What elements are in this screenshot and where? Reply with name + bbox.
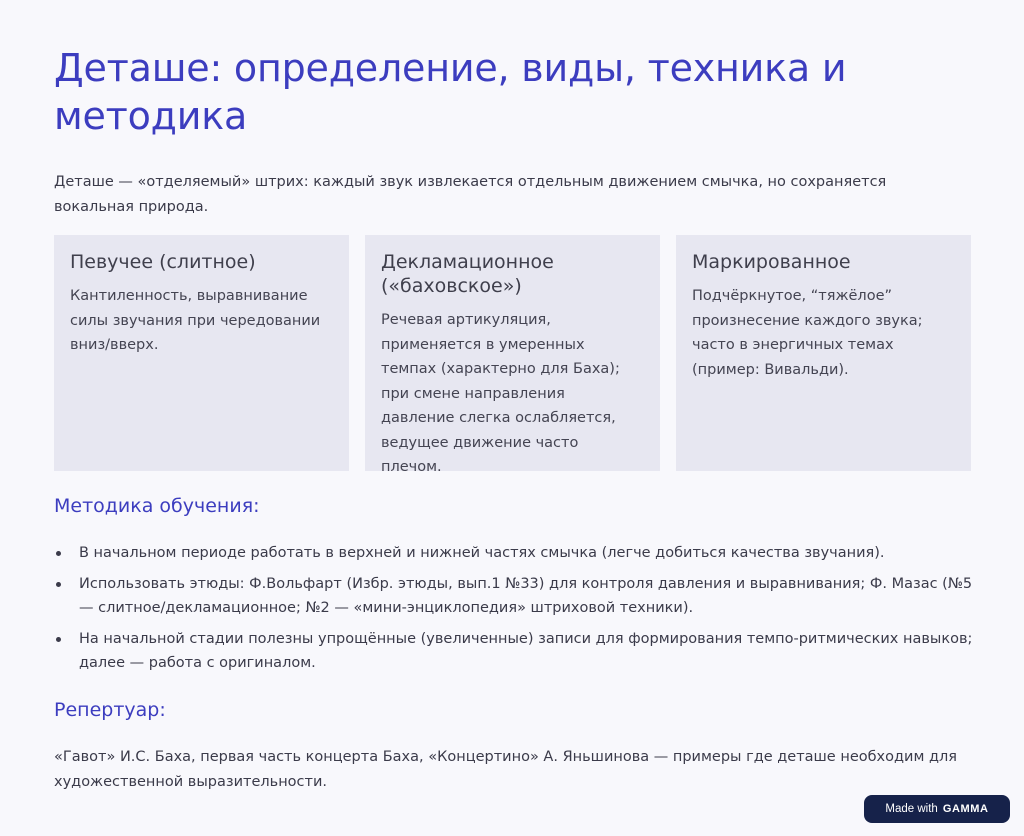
repertoire-heading: Репертуар:	[54, 699, 166, 721]
list-item-text: На начальной стадии полезны упрощённые (увеличенные) записи для формирования темпо-ритмических навыков; далее — работа с оригиналом.	[79, 630, 973, 671]
card-title: Декламационное («баховское»)	[381, 251, 554, 297]
card-marked	[676, 235, 971, 471]
card-text: Кантиленность, выравнивание силы звучания при чередовании вниз/вверх.	[70, 288, 321, 353]
list-item	[54, 572, 974, 621]
methodology-list	[54, 541, 974, 682]
methodology-heading: Методика обучения:	[54, 495, 260, 517]
card-singing	[54, 235, 349, 471]
repertoire-paragraph: «Гавот» И.С. Баха, первая часть концерта Баха, «Концертино» А. Яньшинова — примеры где деташе необходим для художественной выразительности.	[54, 749, 958, 790]
card-title: Певучее (слитное)	[70, 251, 256, 273]
page-title: Деташе: определение, виды, техника и методика	[54, 46, 847, 138]
list-item	[54, 541, 974, 566]
badge-prefix: Made with	[885, 803, 938, 815]
list-item	[54, 627, 974, 676]
made-with-gamma-badge[interactable]	[864, 795, 1010, 823]
gamma-logo-icon: GAMMA	[942, 803, 989, 815]
card-declamatory	[365, 235, 660, 475]
bullet-dot-icon	[56, 637, 61, 642]
list-item-text: Использовать этюды: Ф.Вольфарт (Избр. этюды, вып.1 №33) для контроля давления и выравнивания; Ф. Мазас (№5 — слитное/декламационное; №2 — «мини-энциклопедия» штриховой техники).	[79, 575, 973, 616]
cards-row	[54, 235, 971, 475]
card-title: Маркированное	[692, 251, 851, 273]
card-text: Подчёркнутое, “тяжёлое” произнесение каждого звука; часто в энергичных темах (пример: Вивальди).	[692, 288, 923, 378]
bullet-dot-icon	[56, 551, 61, 556]
card-text: Речевая артикуляция, применяется в умеренных темпах (характерно для Баха); при смене направления давление слегка ослабляется, ведущее движение часто плечом.	[381, 312, 620, 475]
bullet-dot-icon	[56, 582, 61, 587]
intro-paragraph: Деташе — «отделяемый» штрих: каждый звук извлекается отдельным движением смычка, но сохраняется вокальная природа.	[54, 174, 887, 215]
list-item-text: В начальном периоде работать в верхней и нижней частях смычка (легче добиться качества звучания).	[79, 545, 885, 561]
